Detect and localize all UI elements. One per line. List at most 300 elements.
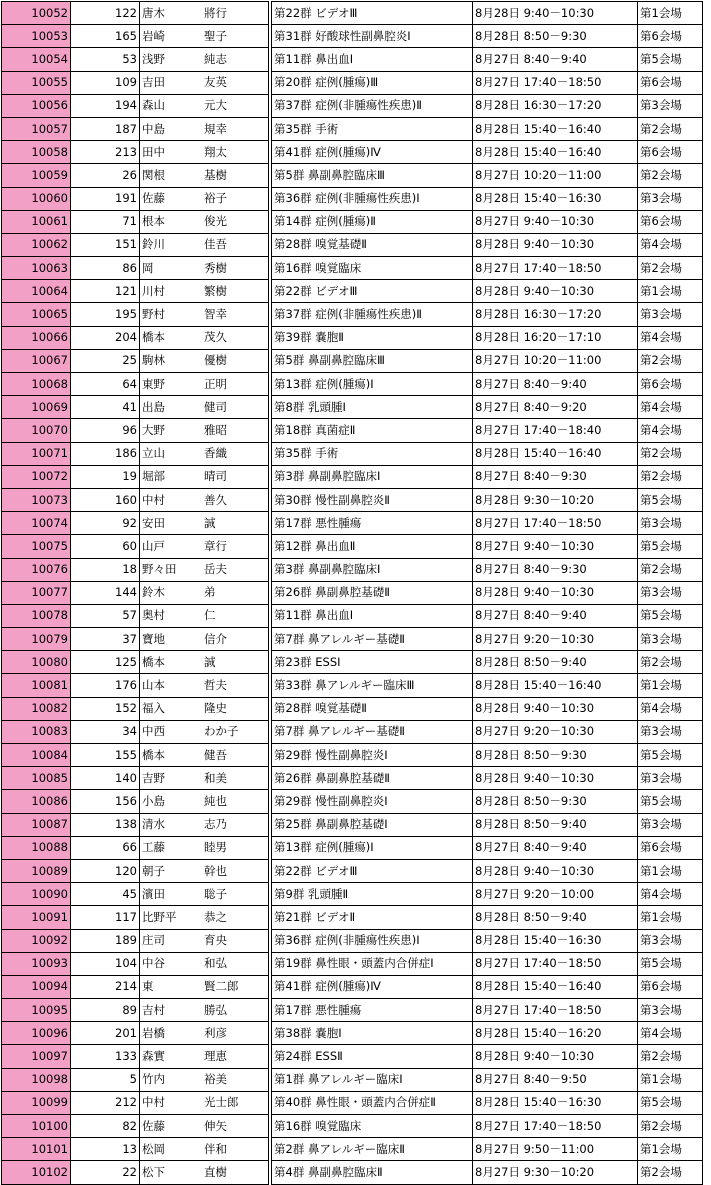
cell-room: 第3会場 — [638, 512, 703, 535]
cell-id: 10087 — [2, 813, 71, 836]
surname: 川村 — [142, 283, 165, 298]
cell-number: 25 — [71, 349, 140, 372]
cell-room: 第1会場 — [638, 1068, 703, 1091]
table-row — [2, 651, 703, 674]
cell-id: 10067 — [2, 349, 71, 372]
surname: 中西 — [142, 724, 165, 739]
table-row — [2, 604, 703, 627]
given-name: 俊光 — [204, 214, 227, 229]
given-name: 直樹 — [204, 1164, 227, 1179]
table-row — [2, 349, 703, 372]
cell-room: 第4会場 — [638, 396, 703, 419]
cell-date: 8月27日 17:40－18:50 — [473, 999, 638, 1022]
surname: 関根 — [142, 167, 165, 182]
cell-date: 8月27日 10:20－11:00 — [473, 164, 638, 187]
given-name: 善久 — [204, 492, 227, 507]
given-name: 章行 — [204, 538, 227, 553]
cell-session: 第12群 鼻出血Ⅱ — [272, 535, 473, 558]
cell-number: 109 — [71, 71, 140, 94]
cell-session: 第39群 嚢胞Ⅱ — [272, 326, 473, 349]
cell-name — [140, 883, 269, 906]
cell-name — [140, 628, 269, 651]
cell-number: 37 — [71, 628, 140, 651]
cell-session: 第41群 症例(腫瘍)Ⅳ — [272, 975, 473, 998]
cell-session: 第4群 鼻副鼻腔臨床Ⅱ — [272, 1161, 473, 1184]
table-row — [2, 25, 703, 48]
cell-id: 10095 — [2, 999, 71, 1022]
table-row — [2, 813, 703, 836]
surname: 濱田 — [142, 886, 165, 901]
cell-date: 8月27日 8:40－9:30 — [473, 465, 638, 488]
cell-room: 第2会場 — [638, 257, 703, 280]
cell-session: 第18群 真菌症Ⅱ — [272, 419, 473, 442]
surname: 竹内 — [142, 1072, 165, 1087]
cell-number: 191 — [71, 187, 140, 210]
given-name: 理恵 — [204, 1049, 227, 1064]
table-row — [2, 952, 703, 975]
cell-room: 第2会場 — [638, 442, 703, 465]
cell-number: 165 — [71, 25, 140, 48]
cell-number: 186 — [71, 442, 140, 465]
cell-id: 10068 — [2, 373, 71, 396]
cell-session: 第22群 ビデオⅢ — [272, 2, 473, 25]
table-row — [2, 233, 703, 256]
surname: 吉田 — [142, 75, 165, 90]
cell-room: 第3会場 — [638, 767, 703, 790]
cell-session: 第19群 鼻性眼・頭蓋内合併症Ⅰ — [272, 952, 473, 975]
cell-id: 10053 — [2, 25, 71, 48]
cell-number: 155 — [71, 744, 140, 767]
cell-name — [140, 233, 269, 256]
cell-date: 8月28日 9:40－10:30 — [473, 767, 638, 790]
cell-name — [140, 442, 269, 465]
table-row — [2, 373, 703, 396]
surname: 森山 — [142, 98, 165, 113]
given-name: 聡子 — [204, 886, 227, 901]
cell-room: 第2会場 — [638, 1161, 703, 1184]
cell-date: 8月27日 17:40－18:50 — [473, 257, 638, 280]
cell-name — [140, 697, 269, 720]
surname: 森實 — [142, 1049, 165, 1064]
cell-name — [140, 141, 269, 164]
cell-date: 8月28日 16:20－17:10 — [473, 326, 638, 349]
cell-name — [140, 303, 269, 326]
table-row — [2, 1115, 703, 1138]
cell-date: 8月27日 9:20－10:00 — [473, 883, 638, 906]
cell-number: 66 — [71, 836, 140, 859]
cell-number: 82 — [71, 1115, 140, 1138]
cell-name — [140, 813, 269, 836]
surname: 東 — [142, 979, 154, 994]
cell-session: 第38群 嚢胞Ⅰ — [272, 1022, 473, 1045]
surname: 東野 — [142, 376, 165, 391]
cell-number: 41 — [71, 396, 140, 419]
cell-date: 8月28日 9:40－10:30 — [473, 2, 638, 25]
given-name: 將行 — [204, 5, 227, 20]
table-row — [2, 1091, 703, 1114]
cell-session: 第8群 乳頭腫Ⅰ — [272, 396, 473, 419]
cell-room: 第6会場 — [638, 975, 703, 998]
cell-id: 10091 — [2, 906, 71, 929]
surname: 出島 — [142, 399, 165, 414]
cell-date: 8月28日 16:30－17:20 — [473, 94, 638, 117]
cell-number: 160 — [71, 488, 140, 511]
given-name: 伴和 — [204, 1141, 227, 1156]
cell-room: 第4会場 — [638, 233, 703, 256]
cell-session: 第37群 症例(非腫瘍性疾患)Ⅱ — [272, 303, 473, 326]
surname: 岡 — [142, 260, 154, 275]
cell-room: 第2会場 — [638, 558, 703, 581]
cell-id: 10054 — [2, 48, 71, 71]
given-name: 智幸 — [204, 307, 227, 322]
table-row — [2, 1068, 703, 1091]
cell-room: 第4会場 — [638, 883, 703, 906]
given-name: 仁 — [204, 608, 216, 623]
given-name: 光士郎 — [204, 1095, 239, 1110]
cell-name — [140, 512, 269, 535]
surname: 大野 — [142, 422, 165, 437]
surname: 松下 — [142, 1164, 165, 1179]
cell-date: 8月28日 8:50－9:30 — [473, 744, 638, 767]
cell-name — [140, 581, 269, 604]
given-name: 隆史 — [204, 701, 227, 716]
cell-date: 8月27日 9:40－10:30 — [473, 535, 638, 558]
given-name: 雅昭 — [204, 422, 227, 437]
cell-session: 第30群 慢性副鼻腔炎Ⅱ — [272, 488, 473, 511]
cell-session: 第23群 ESSⅠ — [272, 651, 473, 674]
cell-room: 第6会場 — [638, 210, 703, 233]
surname: 山戸 — [142, 538, 165, 553]
cell-date: 8月28日 9:40－10:30 — [473, 859, 638, 882]
cell-name — [140, 999, 269, 1022]
cell-date: 8月28日 8:50－9:30 — [473, 25, 638, 48]
surname: 唐木 — [142, 5, 165, 20]
table-row — [2, 581, 703, 604]
given-name: 信介 — [204, 631, 227, 646]
cell-number: 156 — [71, 790, 140, 813]
cell-id: 10081 — [2, 674, 71, 697]
surname: 岩崎 — [142, 28, 165, 43]
cell-date: 8月27日 10:20－11:00 — [473, 349, 638, 372]
cell-date: 8月28日 8:50－9:40 — [473, 651, 638, 674]
given-name: 勝弘 — [204, 1002, 227, 1017]
cell-room: 第4会場 — [638, 419, 703, 442]
cell-number: 13 — [71, 1138, 140, 1161]
cell-date: 8月28日 15:40－16:40 — [473, 674, 638, 697]
surname: 田中 — [142, 144, 165, 159]
cell-session: 第26群 鼻副鼻腔基礎Ⅱ — [272, 581, 473, 604]
table-row — [2, 2, 703, 25]
surname: 奥村 — [142, 608, 165, 623]
surname: 鈴川 — [142, 237, 165, 252]
cell-id: 10061 — [2, 210, 71, 233]
cell-id: 10056 — [2, 94, 71, 117]
cell-number: 34 — [71, 720, 140, 743]
table-row — [2, 628, 703, 651]
cell-name — [140, 164, 269, 187]
cell-id: 10098 — [2, 1068, 71, 1091]
cell-name — [140, 744, 269, 767]
table-row — [2, 929, 703, 952]
cell-session: 第5群 鼻副鼻腔臨床Ⅲ — [272, 164, 473, 187]
cell-session: 第16群 嗅覚臨床 — [272, 1115, 473, 1138]
cell-number: 187 — [71, 117, 140, 140]
cell-room: 第2会場 — [638, 164, 703, 187]
cell-room: 第4会場 — [638, 697, 703, 720]
cell-date: 8月27日 8:40－9:40 — [473, 48, 638, 71]
table-row — [2, 488, 703, 511]
cell-session: 第5群 鼻副鼻腔臨床Ⅲ — [272, 349, 473, 372]
surname: 小島 — [142, 793, 165, 808]
cell-name — [140, 651, 269, 674]
cell-number: 117 — [71, 906, 140, 929]
table-row — [2, 164, 703, 187]
cell-id: 10096 — [2, 1022, 71, 1045]
given-name: 裕子 — [204, 191, 227, 206]
given-name: 聖子 — [204, 28, 227, 43]
cell-session: 第29群 慢性副鼻腔炎Ⅰ — [272, 790, 473, 813]
cell-name — [140, 326, 269, 349]
cell-date: 8月28日 15:40－16:30 — [473, 187, 638, 210]
cell-number: 96 — [71, 419, 140, 442]
cell-date: 8月28日 8:50－9:40 — [473, 813, 638, 836]
cell-room: 第2会場 — [638, 1045, 703, 1068]
cell-date: 8月27日 9:50－11:00 — [473, 1138, 638, 1161]
cell-date: 8月28日 9:40－10:30 — [473, 697, 638, 720]
cell-session: 第36群 症例(非腫瘍性疾患)Ⅰ — [272, 929, 473, 952]
table-row — [2, 859, 703, 882]
cell-session: 第35群 手術 — [272, 442, 473, 465]
table-row — [2, 1161, 703, 1184]
cell-date: 8月27日 17:40－18:50 — [473, 952, 638, 975]
schedule-table — [1, 1, 703, 1185]
cell-session: 第25群 鼻副鼻腔基礎Ⅰ — [272, 813, 473, 836]
cell-name — [140, 1091, 269, 1114]
table-row — [2, 697, 703, 720]
table-row — [2, 465, 703, 488]
cell-session: 第36群 症例(非腫瘍性疾患)Ⅰ — [272, 187, 473, 210]
cell-number: 120 — [71, 859, 140, 882]
cell-room: 第1会場 — [638, 859, 703, 882]
cell-id: 10076 — [2, 558, 71, 581]
given-name: 健吾 — [204, 747, 227, 762]
cell-date: 8月28日 16:30－17:20 — [473, 303, 638, 326]
table-row — [2, 303, 703, 326]
cell-id: 10057 — [2, 117, 71, 140]
cell-number: 204 — [71, 326, 140, 349]
surname: 佐藤 — [142, 191, 165, 206]
table-row — [2, 720, 703, 743]
cell-room: 第1会場 — [638, 2, 703, 25]
surname: 朝子 — [142, 863, 165, 878]
given-name: 弟 — [204, 585, 216, 600]
cell-room: 第3会場 — [638, 929, 703, 952]
cell-room: 第4会場 — [638, 1022, 703, 1045]
cell-session: 第33群 鼻アレルギー臨床Ⅲ — [272, 674, 473, 697]
cell-date: 8月27日 17:40－18:40 — [473, 419, 638, 442]
cell-name — [140, 720, 269, 743]
cell-number: 26 — [71, 164, 140, 187]
surname: 安田 — [142, 515, 165, 530]
cell-session: 第17群 悪性腫瘍 — [272, 512, 473, 535]
cell-name — [140, 210, 269, 233]
cell-id: 10059 — [2, 164, 71, 187]
surname: 橋本 — [142, 330, 165, 345]
cell-date: 8月27日 8:40－9:50 — [473, 1068, 638, 1091]
cell-room: 第3会場 — [638, 187, 703, 210]
cell-session: 第17群 悪性腫瘍 — [272, 999, 473, 1022]
cell-name — [140, 674, 269, 697]
surname: 駒林 — [142, 353, 165, 368]
surname: 中村 — [142, 1095, 165, 1110]
cell-session: 第21群 ビデオⅡ — [272, 906, 473, 929]
table-row — [2, 1045, 703, 1068]
cell-date: 8月27日 8:40－9:30 — [473, 558, 638, 581]
cell-room: 第2会場 — [638, 117, 703, 140]
given-name: 香織 — [204, 446, 227, 461]
cell-room: 第5会場 — [638, 48, 703, 71]
table-row — [2, 442, 703, 465]
cell-session: 第7群 鼻アレルギー基礎Ⅱ — [272, 720, 473, 743]
cell-room: 第2会場 — [638, 349, 703, 372]
table-row — [2, 94, 703, 117]
table-row — [2, 326, 703, 349]
cell-id: 10063 — [2, 257, 71, 280]
surname: 橋本 — [142, 747, 165, 762]
cell-name — [140, 2, 269, 25]
table-row — [2, 48, 703, 71]
cell-id: 10084 — [2, 744, 71, 767]
cell-date: 8月28日 8:50－9:40 — [473, 906, 638, 929]
cell-number: 213 — [71, 141, 140, 164]
cell-id: 10080 — [2, 651, 71, 674]
given-name: わか子 — [204, 724, 239, 739]
table-row — [2, 141, 703, 164]
cell-date: 8月27日 17:40－18:50 — [473, 1115, 638, 1138]
surname: 橋本 — [142, 654, 165, 669]
given-name: 晴司 — [204, 469, 227, 484]
surname: 野々田 — [142, 562, 177, 577]
given-name: 誠 — [204, 654, 216, 669]
surname: 山本 — [142, 678, 165, 693]
cell-name — [140, 906, 269, 929]
cell-session: 第26群 鼻副鼻腔基礎Ⅱ — [272, 767, 473, 790]
cell-number: 104 — [71, 952, 140, 975]
cell-room: 第5会場 — [638, 952, 703, 975]
table-row — [2, 790, 703, 813]
given-name: 伸矢 — [204, 1118, 227, 1133]
given-name: 哲夫 — [204, 678, 227, 693]
cell-room: 第3会場 — [638, 720, 703, 743]
cell-room: 第1会場 — [638, 906, 703, 929]
cell-number: 121 — [71, 280, 140, 303]
cell-session: 第35群 手術 — [272, 117, 473, 140]
cell-id: 10058 — [2, 141, 71, 164]
cell-number: 201 — [71, 1022, 140, 1045]
cell-number: 5 — [71, 1068, 140, 1091]
cell-id: 10097 — [2, 1045, 71, 1068]
given-name: 純志 — [204, 51, 227, 66]
cell-name — [140, 558, 269, 581]
cell-id: 10100 — [2, 1115, 71, 1138]
cell-number: 122 — [71, 2, 140, 25]
cell-name — [140, 419, 269, 442]
given-name: 和美 — [204, 770, 227, 785]
given-name: 岳夫 — [204, 562, 227, 577]
cell-date: 8月27日 8:40－9:40 — [473, 373, 638, 396]
given-name: 規幸 — [204, 121, 227, 136]
given-name: 健司 — [204, 399, 227, 414]
cell-name — [140, 859, 269, 882]
given-name: 誠 — [204, 515, 216, 530]
surname: 庄司 — [142, 933, 165, 948]
given-name: 和弘 — [204, 956, 227, 971]
cell-number: 89 — [71, 999, 140, 1022]
cell-room: 第1会場 — [638, 1138, 703, 1161]
cell-id: 10052 — [2, 2, 71, 25]
given-name: 恭之 — [204, 909, 227, 924]
surname: 中村 — [142, 492, 165, 507]
table-row — [2, 117, 703, 140]
cell-id: 10094 — [2, 975, 71, 998]
cell-number: 64 — [71, 373, 140, 396]
cell-name — [140, 790, 269, 813]
table-row — [2, 535, 703, 558]
given-name: 利彦 — [204, 1025, 227, 1040]
cell-session: 第28群 嗅覚基礎Ⅱ — [272, 233, 473, 256]
cell-room: 第1会場 — [638, 674, 703, 697]
cell-number: 60 — [71, 535, 140, 558]
cell-number: 214 — [71, 975, 140, 998]
surname: 立山 — [142, 446, 165, 461]
given-name: 純也 — [204, 793, 227, 808]
surname: 佐藤 — [142, 1118, 165, 1133]
cell-session: 第22群 ビデオⅢ — [272, 280, 473, 303]
cell-number: 152 — [71, 697, 140, 720]
table-row — [2, 836, 703, 859]
surname: 根本 — [142, 214, 165, 229]
cell-room: 第5会場 — [638, 1091, 703, 1114]
cell-id: 10089 — [2, 859, 71, 882]
cell-room: 第5会場 — [638, 744, 703, 767]
cell-id: 10090 — [2, 883, 71, 906]
cell-id: 10079 — [2, 628, 71, 651]
cell-id: 10065 — [2, 303, 71, 326]
cell-id: 10099 — [2, 1091, 71, 1114]
given-name: 幹也 — [204, 863, 227, 878]
cell-room: 第1会場 — [638, 280, 703, 303]
table-row — [2, 280, 703, 303]
cell-session: 第37群 症例(非腫瘍性疾患)Ⅱ — [272, 94, 473, 117]
cell-session: 第11群 鼻出血Ⅰ — [272, 604, 473, 627]
cell-number: 57 — [71, 604, 140, 627]
given-name: 友英 — [204, 75, 227, 90]
cell-name — [140, 952, 269, 975]
cell-room: 第3会場 — [638, 94, 703, 117]
cell-date: 8月27日 9:30－10:20 — [473, 1161, 638, 1184]
table-row — [2, 883, 703, 906]
table-row — [2, 674, 703, 697]
cell-name — [140, 1138, 269, 1161]
cell-date: 8月28日 9:40－10:30 — [473, 581, 638, 604]
given-name: 育央 — [204, 933, 227, 948]
given-name: 睦男 — [204, 840, 227, 855]
cell-id: 10086 — [2, 790, 71, 813]
table-row — [2, 396, 703, 419]
cell-name — [140, 71, 269, 94]
cell-date: 8月27日 8:40－9:40 — [473, 836, 638, 859]
cell-number: 22 — [71, 1161, 140, 1184]
